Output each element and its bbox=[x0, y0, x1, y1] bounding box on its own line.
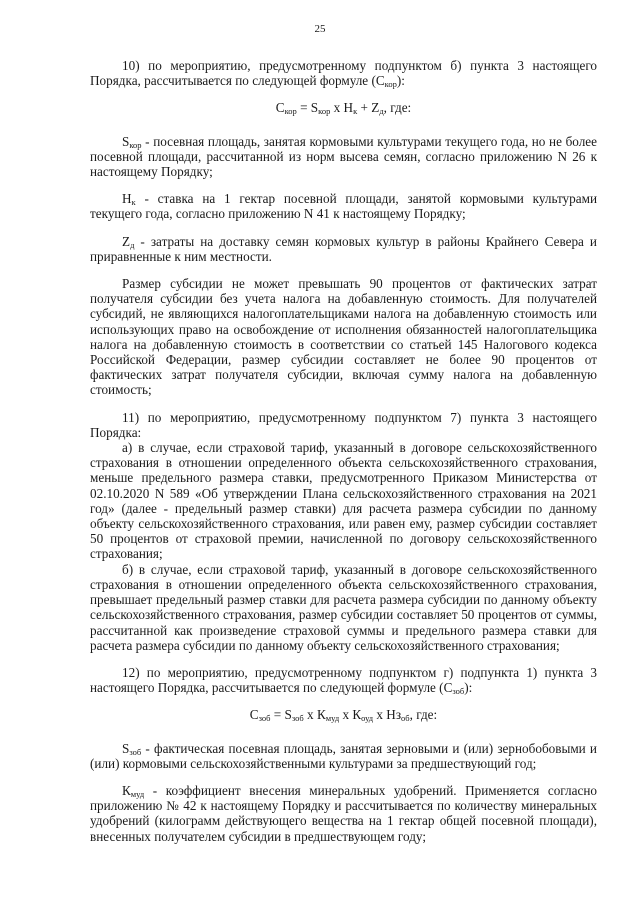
definition-s-zob: $S_{зоб}$ - фактическая посевная площадь, занятая зерновыми и (или) зернобобовыми и (или) кормовыми сельскохозяйственными культурами за предшествующий год; bbox=[90, 740, 597, 771]
item-12-intro: 12) по мероприятию, предусмотренному подпунктом г) подпункта 1) пункта 3 настоящего Порядка, рассчитывается по следующей формуле $(С_{зоб})$: bbox=[90, 664, 597, 697]
definition-s-kor: $S_{кор}$ - посевная площадь, занятая кормовыми культурами текущего года, но не более посевной площади, рассчитанной из норм высева семян, согласно приложению N 26 к настоящему Порядку; bbox=[90, 133, 597, 180]
formula-skor: $С_{кор} = S_{кор}$ x $Н_к + Z_д$, где: bbox=[275, 100, 412, 117]
definition-n-k: $Н_к$ - ставка на 1 гектар посевной площади, занятой кормовыми культурами текущего года, согласно приложению N 41 к настоящему Порядку; bbox=[90, 191, 597, 222]
document-body bbox=[90, 58, 597, 856]
page-number: 25 bbox=[314, 23, 326, 35]
subsidy-limit-paragraph: Размер субсидии не может превышать 90 процентов от фактических затрат получателя субсидии без учета налога на добавленную стоимость. Для получателей субсидий, не являющихся налогоплательщиками налога на добавленную стоимость или использующих право на освобождение от исполнения обязанностей налогоплательщика налога на добавленную стоимость в соответствии со статьей 145 Налогового кодекса Российской Федерации, размер субсидии составляет не более 90 процентов от фактических затрат получателя субсидии, включая сумму налога на добавленную стоимость; bbox=[90, 276, 597, 398]
item-11-intro: 11) по мероприятию, предусмотренному подпунктом 7) пункта 3 настоящего Порядка: bbox=[90, 409, 597, 440]
definition-k-mud: $К_{муд}$ - коэффициент внесения минеральных удобрений. Применяется согласно приложению № 42 к настоящему Порядку и рассчитывается по количеству минеральных удобрений (килограмм действующего вещества на 1 гектар общей посевной площади), внесенных получателем субсидии в предшествующем году; bbox=[90, 782, 597, 844]
item-11-a: а) в случае, если страховой тариф, указанный в договоре сельскохозяйственного страхования в отношении определенного объекта сельскохозяйственного страхования, меньше предельного размера ставки, предусмотренного Приказом Министерства от 02.10.2020 N 589 «Об утверждении Плана сельскохозяйственного страхования на 2021 год» (далее - предельный размер ставки) для расчета размера субсидии по данному объекту сельскохозяйственного страхования, или равен ему, размер субсидии составляет 50 процентов от страховой премии, начисленной по договору сельскохозяйственного страхования; bbox=[90, 440, 597, 562]
item-10-intro: 10) по мероприятию, предусмотренному подпунктом б) пункта 3 настоящего Порядка, рассчитывается по следующей формуле $(С_{кор})$: bbox=[90, 58, 597, 90]
item-11-b: б) в случае, если страховой тариф, указанный в договоре сельскохозяйственного страхования в отношении определенного объекта сельскохозяйственного страхования, превышает предельный размер ставки для расчета размера субсидии по данному объекту сельскохозяйственного страхования, размер субсидии составляет 50 процентов от суммы, рассчитанной как произведение страховой суммы и предельного размера ставки для расчета размера субсидии по данному объекту сельскохозяйственного страхования; bbox=[90, 561, 597, 653]
definition-z-d: $Z_д$ - затраты на доставку семян кормовых культур в районы Крайнего Севера и приравненные к ним местности. bbox=[90, 233, 597, 264]
formula-szob: $С_{зоб} = S_{зоб}$ x $К_{муд}$ x $К_{оуд}$ x $Нз_{об}$, где: bbox=[249, 707, 438, 724]
